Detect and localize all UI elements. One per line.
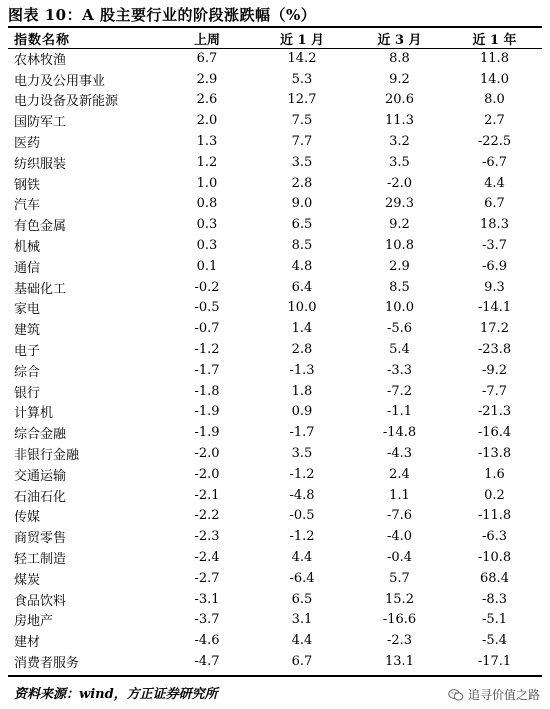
- value-cell: -1.2: [194, 342, 220, 358]
- value-cell: -2.3: [386, 633, 413, 649]
- value-cell: 14.0: [480, 71, 509, 87]
- value-cell: 6.7: [196, 50, 218, 66]
- value-cell: 15.2: [385, 591, 414, 607]
- value-cell: -5.1: [481, 612, 508, 628]
- value-cell: 5.4: [389, 342, 410, 358]
- table-row: [8, 214, 542, 235]
- table-row: [8, 651, 542, 672]
- value-cell: 1.3: [196, 134, 218, 150]
- table-row: [8, 547, 542, 568]
- header-1-month: 近 1 月: [279, 32, 325, 48]
- industry-name-cell: 建筑: [14, 323, 41, 339]
- watermark-text: 追寻价值之路: [467, 688, 540, 702]
- value-cell: 2.6: [196, 92, 218, 108]
- value-cell: 3.5: [291, 446, 313, 462]
- industry-name-cell: 商贸零售: [14, 531, 67, 547]
- value-cell: 7.7: [291, 134, 313, 150]
- table-row: [8, 360, 542, 381]
- value-cell: 2.8: [291, 175, 313, 191]
- value-cell: -2.3: [194, 529, 220, 545]
- value-cell: 18.3: [480, 217, 509, 233]
- source-note: 资料来源：wind，方正证券研究所: [14, 687, 218, 702]
- industry-name-cell: 电子: [14, 344, 41, 360]
- table-row: [8, 173, 542, 194]
- table-row: [8, 506, 542, 527]
- value-cell: 12.7: [287, 92, 317, 108]
- value-cell: 1.6: [484, 466, 505, 482]
- value-cell: 14.2: [287, 50, 317, 66]
- industry-name-cell: 石油石化: [14, 489, 67, 505]
- industry-name-cell: 基础化工: [14, 281, 67, 297]
- value-cell: 2.0: [196, 113, 218, 129]
- value-cell: -0.5: [194, 300, 220, 316]
- value-cell: 0.3: [196, 217, 218, 233]
- value-cell: 20.6: [385, 92, 414, 108]
- industry-name-cell: 国防军工: [14, 115, 67, 131]
- value-cell: -5.4: [481, 633, 508, 649]
- value-cell: 4.4: [484, 175, 505, 191]
- value-cell: 10.0: [385, 300, 414, 316]
- value-cell: -3.7: [194, 612, 220, 628]
- value-cell: -14.8: [382, 425, 417, 441]
- industry-name-cell: 房地产: [14, 614, 54, 630]
- table-row: [8, 235, 542, 256]
- value-cell: -1.1: [386, 404, 413, 420]
- table-row: [8, 48, 542, 69]
- value-cell: 3.2: [389, 134, 410, 150]
- value-cell: -2.0: [386, 175, 413, 191]
- value-cell: -6.4: [289, 570, 315, 586]
- value-cell: -0.7: [194, 321, 220, 337]
- table-bottom-rule: [8, 675, 542, 677]
- value-cell: -4.6: [194, 633, 220, 649]
- figure-title: 图表 10：A 股主要行业的阶段涨跌幅（%）: [8, 6, 317, 24]
- header-1-year: 近 1 年: [472, 32, 517, 48]
- table-row: [8, 402, 542, 423]
- table-row: [8, 422, 542, 443]
- value-cell: -2.0: [194, 446, 220, 462]
- value-cell: 4.4: [291, 550, 313, 566]
- value-cell: -0.2: [194, 279, 220, 295]
- industry-name-cell: 计算机: [14, 406, 54, 422]
- value-cell: -3.1: [194, 591, 220, 607]
- value-cell: 3.5: [389, 154, 410, 170]
- value-cell: -22.5: [477, 134, 512, 150]
- industry-name-cell: 家电: [14, 302, 41, 318]
- table-row: [8, 610, 542, 631]
- value-cell: 4.4: [291, 633, 313, 649]
- value-cell: -2.7: [194, 570, 220, 586]
- value-cell: -2.2: [194, 508, 220, 524]
- value-cell: -14.1: [477, 300, 512, 316]
- value-cell: 0.9: [291, 404, 313, 420]
- value-cell: 2.8: [291, 342, 313, 358]
- table-header-row: [8, 28, 542, 48]
- value-cell: 8.5: [291, 238, 313, 254]
- value-cell: -7.7: [481, 383, 508, 399]
- value-cell: 1.8: [291, 383, 313, 399]
- table-row: [8, 568, 542, 589]
- industry-name-cell: 轻工制造: [14, 552, 67, 568]
- value-cell: 0.8: [196, 196, 218, 212]
- value-cell: 8.5: [389, 279, 410, 295]
- industry-name-cell: 医药: [14, 136, 41, 152]
- value-cell: 1.4: [291, 321, 313, 337]
- value-cell: 3.5: [291, 154, 313, 170]
- value-cell: 0.2: [484, 487, 505, 503]
- table-row: [8, 318, 542, 339]
- value-cell: -17.1: [477, 654, 512, 669]
- value-cell: -3.3: [386, 362, 413, 378]
- industry-name-cell: 非银行金融: [14, 448, 80, 464]
- value-cell: 5.3: [291, 71, 313, 87]
- table-row: [8, 630, 542, 651]
- value-cell: -8.3: [481, 591, 508, 607]
- value-cell: -11.8: [477, 508, 512, 524]
- industry-name-cell: 机械: [14, 240, 41, 256]
- industry-name-cell: 煤炭: [14, 572, 41, 588]
- value-cell: -1.7: [289, 425, 315, 441]
- value-cell: -7.6: [386, 508, 413, 524]
- value-cell: 8.8: [389, 50, 410, 66]
- value-cell: -1.2: [289, 466, 315, 482]
- value-cell: 6.5: [291, 217, 313, 233]
- value-cell: 2.9: [196, 71, 218, 87]
- value-cell: -0.5: [289, 508, 315, 524]
- value-cell: 2.9: [389, 258, 410, 274]
- value-cell: -9.2: [481, 362, 508, 378]
- value-cell: -1.2: [289, 529, 315, 545]
- industry-returns-table: [8, 28, 542, 672]
- table-row: [8, 464, 542, 485]
- value-cell: 68.4: [480, 570, 509, 586]
- value-cell: 11.3: [385, 113, 414, 129]
- value-cell: -2.1: [194, 487, 220, 503]
- table-row: [8, 526, 542, 547]
- value-cell: -2.0: [194, 466, 220, 482]
- table-row: [8, 298, 542, 319]
- value-cell: 6.5: [291, 591, 313, 607]
- wechat-icon: [448, 688, 464, 702]
- table-row: [8, 485, 542, 506]
- value-cell: -4.7: [194, 654, 220, 669]
- table-row: [8, 339, 542, 360]
- industry-name-cell: 钢铁: [14, 177, 41, 193]
- value-cell: 9.2: [389, 217, 410, 233]
- value-cell: 13.1: [385, 654, 414, 669]
- value-cell: -7.2: [386, 383, 413, 399]
- table-row: [8, 381, 542, 402]
- header-index-name: 指数名称: [14, 32, 71, 48]
- industry-name-cell: 建材: [14, 635, 41, 651]
- value-cell: -1.9: [194, 425, 220, 441]
- table-row: [8, 69, 542, 90]
- industry-name-cell: 食品饮料: [14, 593, 67, 609]
- value-cell: -2.4: [194, 550, 220, 566]
- table-row: [8, 589, 542, 610]
- value-cell: 6.4: [291, 279, 313, 295]
- value-cell: 10.8: [385, 238, 414, 254]
- value-cell: -1.8: [194, 383, 220, 399]
- table-row: [8, 194, 542, 215]
- value-cell: -21.3: [477, 404, 512, 420]
- value-cell: 9.3: [484, 279, 505, 295]
- value-cell: -23.8: [477, 342, 512, 358]
- value-cell: 0.1: [196, 258, 218, 274]
- value-cell: 6.7: [291, 654, 313, 669]
- industry-name-cell: 电力设备及新能源: [14, 94, 119, 110]
- industry-name-cell: 综合: [14, 364, 41, 380]
- value-cell: 10.0: [287, 300, 317, 316]
- value-cell: 29.3: [385, 196, 414, 212]
- value-cell: -5.6: [386, 321, 413, 337]
- value-cell: 3.1: [291, 612, 313, 628]
- industry-name-cell: 汽车: [14, 198, 41, 214]
- value-cell: -6.7: [481, 154, 508, 170]
- industry-name-cell: 综合金融: [14, 427, 67, 443]
- value-cell: -4.3: [386, 446, 413, 462]
- value-cell: 1.1: [389, 487, 410, 503]
- value-cell: -1.7: [194, 362, 220, 378]
- value-cell: -4.0: [386, 529, 413, 545]
- value-cell: 5.7: [389, 570, 410, 586]
- industry-name-cell: 电力及公用事业: [14, 73, 106, 89]
- industry-name-cell: 消费者服务: [14, 656, 80, 671]
- value-cell: 6.7: [484, 196, 505, 212]
- value-cell: 7.5: [291, 113, 313, 129]
- table-row: [8, 152, 542, 173]
- industry-name-cell: 银行: [14, 385, 41, 401]
- industry-name-cell: 农林牧渔: [14, 52, 67, 68]
- industry-name-cell: 纺织服装: [14, 156, 67, 172]
- industry-name-cell: 有色金属: [14, 219, 67, 235]
- value-cell: -16.4: [477, 425, 512, 441]
- industry-name-cell: 通信: [14, 260, 41, 276]
- value-cell: 8.0: [484, 92, 505, 108]
- value-cell: -4.8: [289, 487, 315, 503]
- table-row: [8, 131, 542, 152]
- watermark: [448, 686, 540, 703]
- value-cell: 1.2: [196, 154, 218, 170]
- value-cell: 1.0: [196, 175, 218, 191]
- table-row: [8, 277, 542, 298]
- table-row: [8, 110, 542, 131]
- header-last-week: 上周: [193, 32, 220, 48]
- value-cell: -0.4: [386, 550, 413, 566]
- value-cell: -6.3: [481, 529, 508, 545]
- value-cell: 0.3: [196, 238, 218, 254]
- value-cell: 17.2: [480, 321, 509, 337]
- value-cell: 9.2: [389, 71, 410, 87]
- value-cell: 2.7: [484, 113, 505, 129]
- value-cell: -6.9: [481, 258, 508, 274]
- value-cell: -1.9: [194, 404, 220, 420]
- value-cell: -13.8: [477, 446, 512, 462]
- table-row: [8, 90, 542, 111]
- value-cell: 2.4: [389, 466, 410, 482]
- value-cell: 4.8: [291, 258, 313, 274]
- value-cell: 9.0: [291, 196, 313, 212]
- industry-name-cell: 传媒: [14, 510, 41, 526]
- value-cell: -16.6: [382, 612, 417, 628]
- industry-name-cell: 交通运输: [14, 468, 67, 484]
- table-row: [8, 256, 542, 277]
- value-cell: -1.3: [289, 362, 315, 378]
- header-3-month: 近 3 月: [377, 32, 422, 48]
- value-cell: -3.7: [481, 238, 508, 254]
- value-cell: -10.8: [477, 550, 512, 566]
- value-cell: 11.8: [480, 50, 509, 66]
- table-row: [8, 443, 542, 464]
